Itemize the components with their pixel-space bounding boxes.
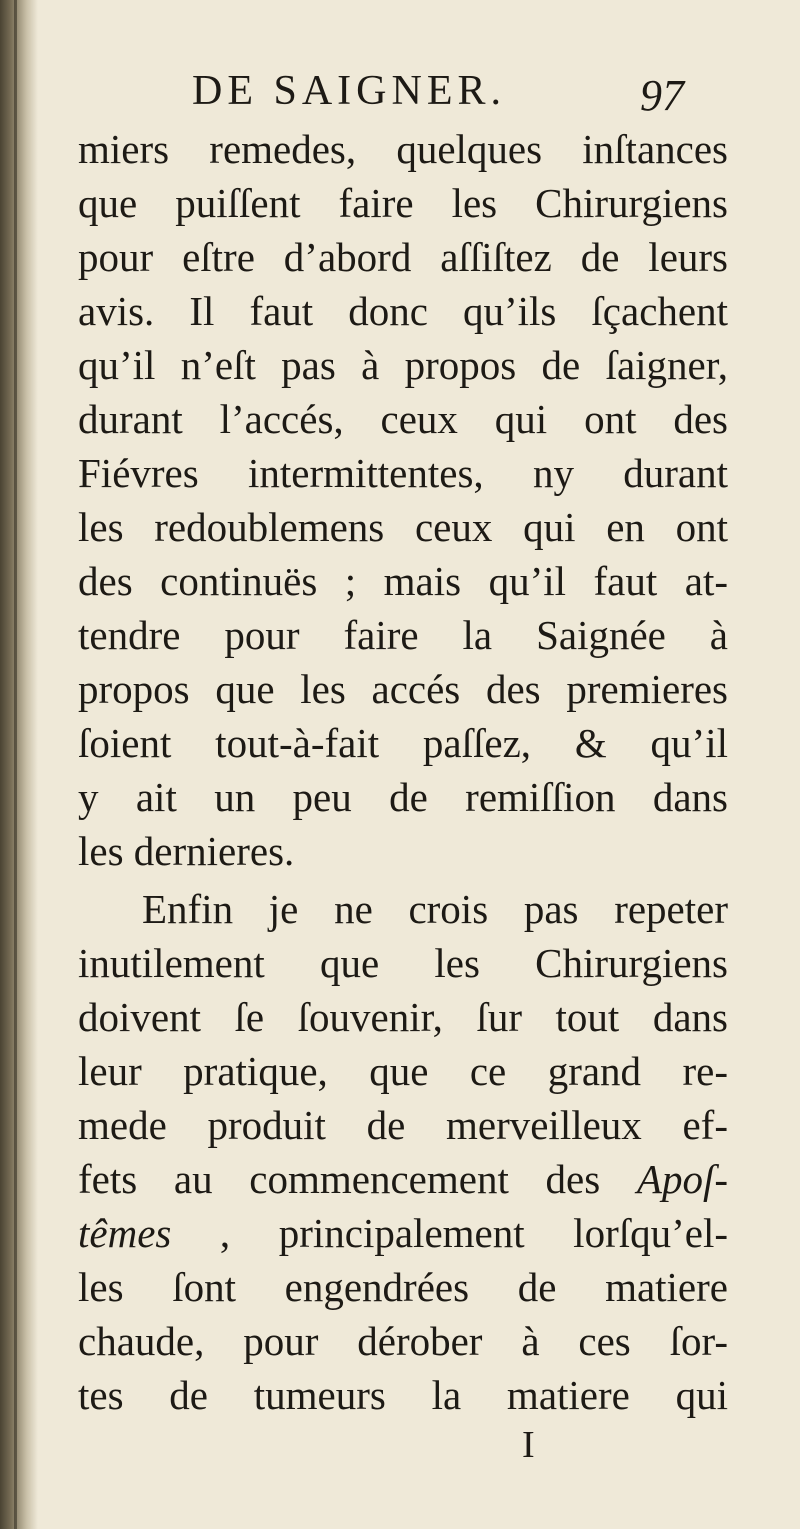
- text-line: tes de tumeurs la matiere qui: [78, 1372, 728, 1418]
- text-line: les redoublemens ceux qui en ont: [78, 504, 728, 550]
- binding-fold: [14, 0, 17, 1529]
- page-number: 97: [640, 71, 684, 120]
- text-line: propos que les accés des premieres: [78, 666, 728, 712]
- text-line: que puiſſent faire les Chirurgiens: [78, 180, 728, 226]
- running-head-title: DE SAIGNER.: [192, 68, 506, 114]
- text-line: des continuës ; mais qu’il faut at-: [78, 558, 728, 604]
- text-line: y ait un peu de remiſſion dans: [78, 774, 728, 820]
- text-line: chaude, pour dérober à ces ſor-: [78, 1318, 728, 1364]
- text-line: inutilement que les Chirurgiens: [78, 940, 728, 986]
- text-line: ſoient tout-à-fait paſſez, & qu’il: [78, 720, 728, 766]
- binding-gutter: [0, 0, 38, 1529]
- text-line: Enfin je ne crois pas repeter: [142, 886, 728, 932]
- text-line: durant l’accés, ceux qui ont des: [78, 396, 728, 442]
- text-line: leur pratique, que ce grand re-: [78, 1048, 728, 1094]
- text-line: doivent ſe ſouvenir, ſur tout dans: [78, 994, 728, 1040]
- text-line: pour eſtre d’abord aſſiſtez de leurs: [78, 234, 728, 280]
- text-run: fets au commencement des: [78, 1156, 601, 1202]
- text-line: tendre pour faire la Saignée à: [78, 612, 728, 658]
- text-run: , principalement lorſqu’el-: [219, 1210, 729, 1256]
- text-line-mixed: [78, 1152, 728, 1206]
- signature-mark: I: [522, 1424, 535, 1466]
- text-line: Fiévres intermittentes, ny durant: [78, 450, 728, 496]
- text-line: mede produit de merveilleux ef-: [78, 1102, 728, 1148]
- italic-term: Apoſ-: [636, 1156, 728, 1202]
- text-line: miers remedes, quelques inſtances: [78, 126, 728, 172]
- text-line: les dernieres.: [78, 828, 295, 874]
- text-line-mixed: [78, 1206, 728, 1260]
- text-line: qu’il n’eſt pas à propos de ſaigner,: [78, 342, 728, 388]
- text-line: avis. Il faut donc qu’ils ſçachent: [78, 288, 728, 334]
- italic-term: têmes: [78, 1210, 172, 1256]
- text-line: les ſont engendrées de matiere: [78, 1264, 728, 1310]
